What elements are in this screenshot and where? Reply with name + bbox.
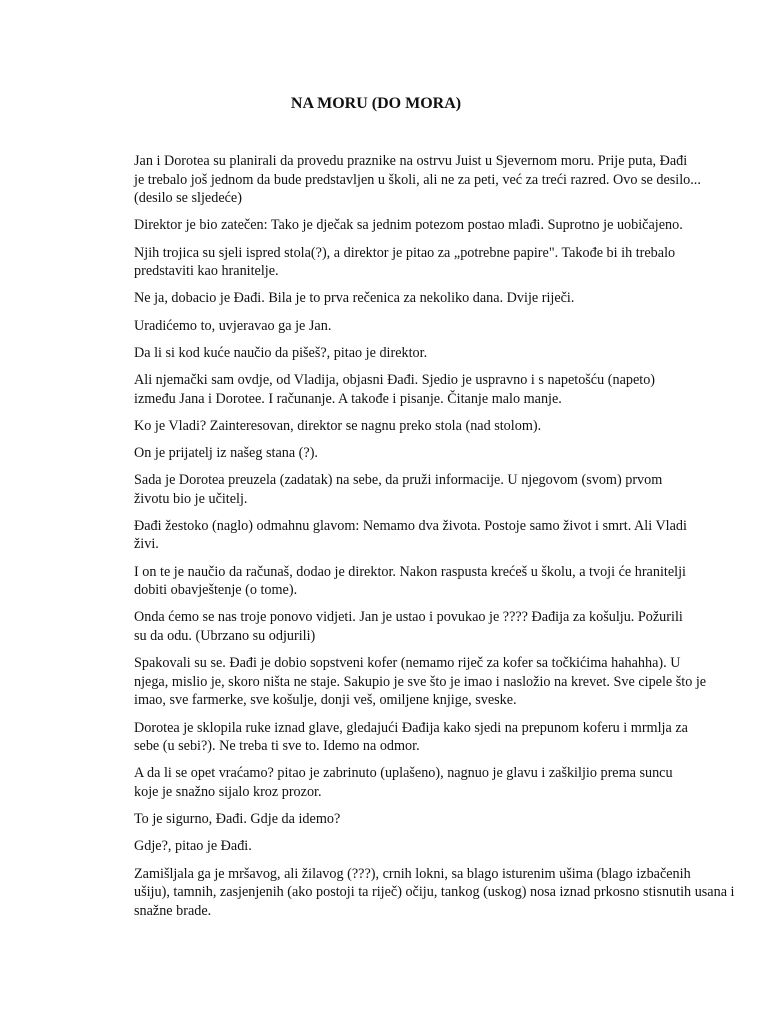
paragraph-line: sebe (u sebi?). Ne treba ti sve to. Idemo na odmor. — [134, 738, 420, 755]
paragraph-line: On je prijatelj iz našeg stana (?). — [134, 444, 318, 461]
paragraph-line: Ne ja, dobacio je Đađi. Bila je to prva rečenica za nekoliko dana. Dvije riječi. — [134, 290, 575, 307]
paragraph — [89, 719, 689, 756]
paragraph-line: Jan i Dorotea su planirali da provedu praznike na ostrvu Juist u Sjevernom moru. Prije puta, Đađi — [134, 153, 688, 169]
paragraph-line: između Jana i Dorotee. I računanje. A takođe i pisanje. Čitanje malo manje. — [134, 390, 562, 407]
paragraph-line: snažne brade. — [134, 902, 212, 919]
paragraph-line: Dorotea je sklopila ruke iznad glave, gledajući Đađija kako sjedi na prepunom koferu i mrmlja za — [134, 719, 688, 736]
paragraph — [89, 810, 689, 829]
paragraph-line: predstaviti kao hranitelje. — [134, 263, 279, 280]
paragraph-line: Da li si kod kuće naučio da pišeš?, pitao je direktor. — [134, 344, 428, 361]
paragraph-line: koje je snažno sijalo kroz prozor. — [134, 783, 322, 800]
paragraph — [89, 216, 689, 235]
paragraph — [89, 654, 707, 710]
paragraph-line: Ko je Vladi? Zainteresovan, direktor se nagnu preko stola (nad stolom). — [134, 417, 542, 434]
document-page — [89, 0, 735, 1024]
paragraph — [89, 289, 689, 308]
paragraph — [89, 317, 689, 336]
paragraph — [89, 471, 689, 508]
paragraph-line: imao, sve farmerke, sve košulje, donji veš, omiljene knjige, sveske. — [134, 692, 517, 709]
paragraph — [89, 517, 689, 554]
paragraph-line: živi. — [134, 536, 159, 553]
paragraph — [89, 371, 689, 408]
paragraph — [89, 152, 701, 208]
paragraph-line: (desilo se sljedeće) — [134, 190, 242, 207]
paragraph — [89, 764, 689, 801]
paragraph-line: Gdje?, pitao je Đađi. — [134, 838, 252, 855]
paragraph — [89, 244, 689, 281]
paragraph-line: ušiju), tamnih, zasjenjenih (ako postoji ta riječ) očiju, tankog (uskog) nosa iznad prkosno stisnutih usana i — [134, 884, 735, 901]
paragraph-line: I on te je naučio da računaš, dodao je direktor. Nakon raspusta krećeš u školu, a tvoji će hranitelji — [134, 563, 686, 580]
paragraph-line: A da li se opet vraćamo? pitao je zabrinuto (uplašeno), nagnuo je glavu i zaškiljio prema suncu — [134, 765, 673, 782]
paragraph-line: su da odu. (Ubrzano su odjurili) — [134, 628, 316, 644]
paragraph — [89, 417, 689, 436]
paragraph — [89, 563, 689, 600]
paragraph — [89, 865, 735, 921]
paragraph-line: dobiti obavještenje (o tome). — [134, 582, 298, 599]
paragraph-line: Ali njemački sam ovdje, od Vladija, objasni Đađi. Sjedio je uspravno i s napetošću (napeto) — [134, 371, 656, 388]
paragraph-line: Onda ćemo se nas troje ponovo vidjeti. Jan je ustao i povukao je ???? Đađija za košulju. Požurili — [134, 609, 683, 626]
paragraph-line: Zamišljala ga je mršavog, ali žilavog (???), crnih lokni, sa blago isturenim ušima (blago izbačenih — [134, 865, 691, 882]
paragraph-line: Uradićemo to, uvjeravao ga je Jan. — [134, 317, 332, 334]
paragraph-line: Spakovali su se. Đađi je dobio sopstveni kofer (nemamo riječ za kofer sa točkićima hahahha). U — [134, 655, 681, 672]
paragraph-line: je trebalo još jednom da bude predstavljen u školi, ali ne za peti, već za treći razred. Ovo se desilo... — [134, 171, 701, 188]
paragraph — [89, 837, 689, 856]
paragraph — [89, 444, 689, 463]
paragraph-line: Njih trojica su sjeli ispred stola(?), a direktor je pitao za „potrebne papire". Takođe bi ih trebalo — [134, 244, 676, 261]
paragraph-line: njega, mislio je, skoro ništa ne staje. Sakupio je sve što je imao i nasložio na krevet. Sve cipele što je — [134, 673, 707, 690]
document-body — [89, 152, 735, 929]
paragraph-line: Direktor je bio zatečen: Tako je dječak sa jednim potezom postao mlađi. Suprotno je uobičajeno. — [134, 217, 683, 234]
paragraph-line: Sada je Dorotea preuzela (zadatak) na sebe, da pruži informacije. U njegovom (svom) prvom — [134, 472, 663, 489]
paragraph — [89, 608, 689, 645]
paragraph — [89, 344, 689, 363]
paragraph-line: To je sigurno, Đađi. Gdje da idemo? — [134, 811, 341, 828]
paragraph-line: Đađi žestoko (naglo) odmahnu glavom: Nemamo dva života. Postoje samo život i smrt. Ali Vladi — [134, 517, 687, 534]
document-title: NA MORU (DO MORA) — [290, 95, 462, 112]
paragraph-line: životu bio je učitelj. — [134, 490, 248, 507]
